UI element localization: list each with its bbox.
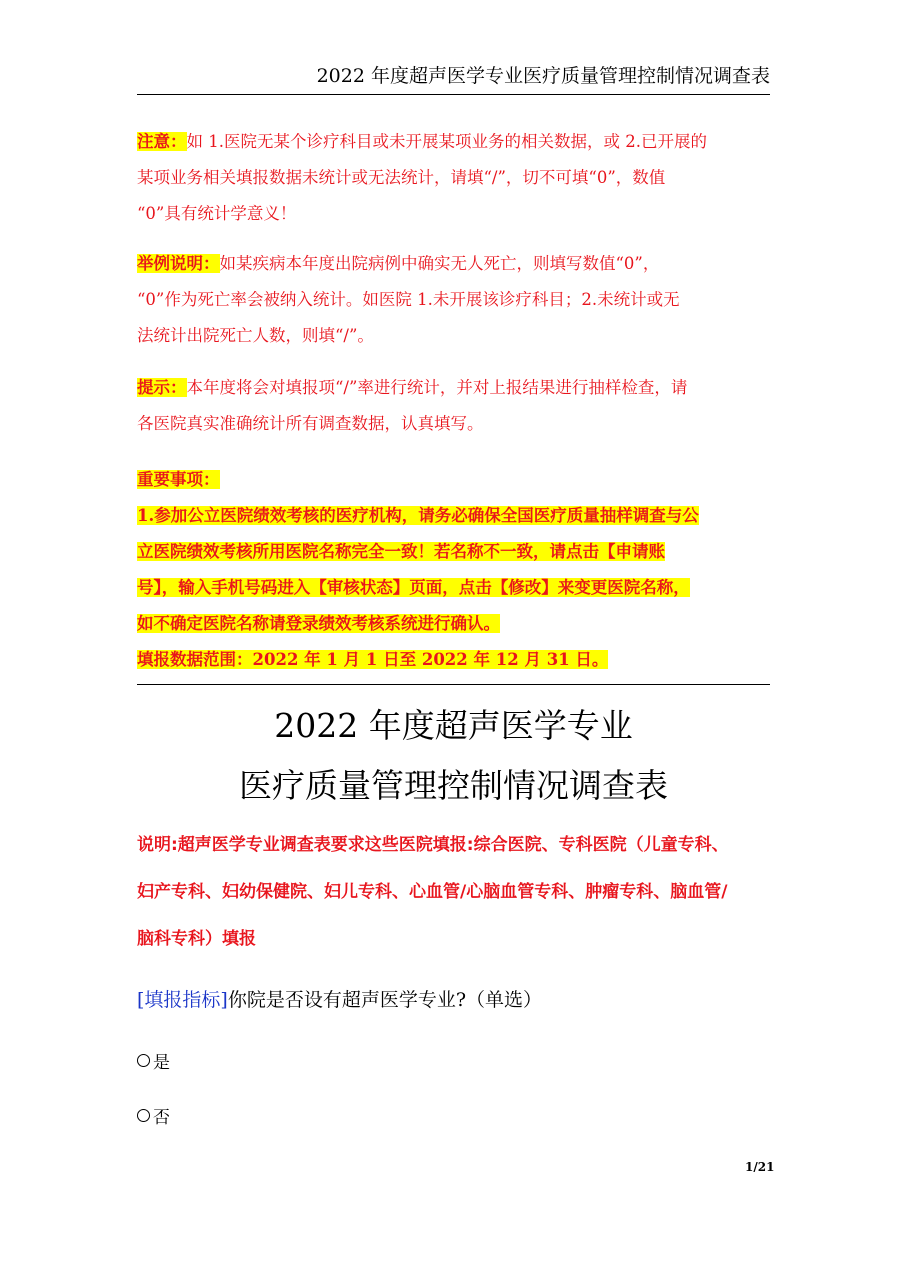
section-divider — [137, 684, 770, 685]
important-line-5: 填报数据范围：2022 年 1 月 1 日至 2022 年 12 月 31 日。 — [137, 650, 609, 669]
attention-note — [137, 124, 777, 232]
description-line-1: 说明:超声医学专业调查表要求这些医院填报:综合医院、专科医院（儿童专科、 — [137, 835, 729, 855]
option-yes[interactable] — [137, 1048, 170, 1073]
option-no-label: 否 — [153, 1108, 170, 1128]
tip-line-2: 各医院真实准确统计所有调查数据，认真填写。 — [137, 414, 484, 433]
important-label: 重要事项： — [137, 470, 220, 489]
tip-line-1: 本年度将会对填报项“/”率进行统计，并对上报结果进行抽样检查，请 — [186, 378, 688, 397]
form-description — [137, 822, 777, 963]
example-label: 举例说明： — [137, 254, 220, 273]
tip-label: 提示： — [137, 378, 187, 397]
important-line-1: 1.参加公立医院绩效考核的医疗机构，请务必确保全国医疗质量抽样调查与公 — [137, 506, 699, 525]
option-no[interactable] — [137, 1103, 170, 1128]
example-line-1: 如某疾病本年度出院病例中确实无人死亡，则填写数值“0”， — [219, 254, 660, 273]
important-line-4: 如不确定医院名称请登录绩效考核系统进行确认。 — [137, 614, 500, 633]
form-title-line-2: 医疗质量管理控制情况调查表 — [239, 766, 668, 805]
important-notice — [137, 462, 777, 678]
question-text: 你院是否设有超声医学专业?（单选） — [227, 989, 543, 1011]
form-title-line-1: 2022 年度超声医学专业 — [274, 706, 633, 745]
attention-line-2: 某项业务相关填报数据未统计或无法统计，请填“/”，切不可填“0”，数值 — [137, 168, 666, 187]
radio-icon[interactable] — [137, 1054, 150, 1067]
header-title: 2022 年度超声医学专业医疗质量管理控制情况调查表 — [316, 65, 770, 87]
attention-line-3: “0”具有统计学意义！ — [137, 204, 297, 223]
important-line-3: 号】，输入手机号码进入【审核状态】页面，点击【修改】来变更医院名称， — [137, 578, 690, 597]
tip-note — [137, 370, 777, 442]
page-number: 1/21 — [745, 1160, 775, 1174]
example-line-3: 法统计出院死亡人数，则填“/”。 — [137, 326, 374, 345]
option-yes-label: 是 — [153, 1053, 170, 1073]
attention-label: 注意： — [137, 132, 187, 151]
radio-icon[interactable] — [137, 1109, 150, 1122]
question-tag: [填报指标] — [137, 989, 228, 1011]
question — [137, 985, 542, 1012]
important-line-2: 立医院绩效考核所用医院名称完全一致！若名称不一致，请点击【申请账 — [137, 542, 665, 561]
description-line-3: 脑科专科）填报 — [137, 929, 256, 949]
example-note — [137, 246, 777, 354]
page-header — [137, 58, 770, 95]
description-line-2: 妇产专科、妇幼保健院、妇儿专科、心血管/心脑血管专科、肿瘤专科、脑血管/ — [137, 882, 728, 902]
attention-line-1: 如 1.医院无某个诊疗科目或未开展某项业务的相关数据，或 2.已开展的 — [186, 132, 707, 151]
example-line-2: “0”作为死亡率会被纳入统计。如医院 1.未开展该诊疗科目；2.未统计或无 — [137, 290, 680, 309]
